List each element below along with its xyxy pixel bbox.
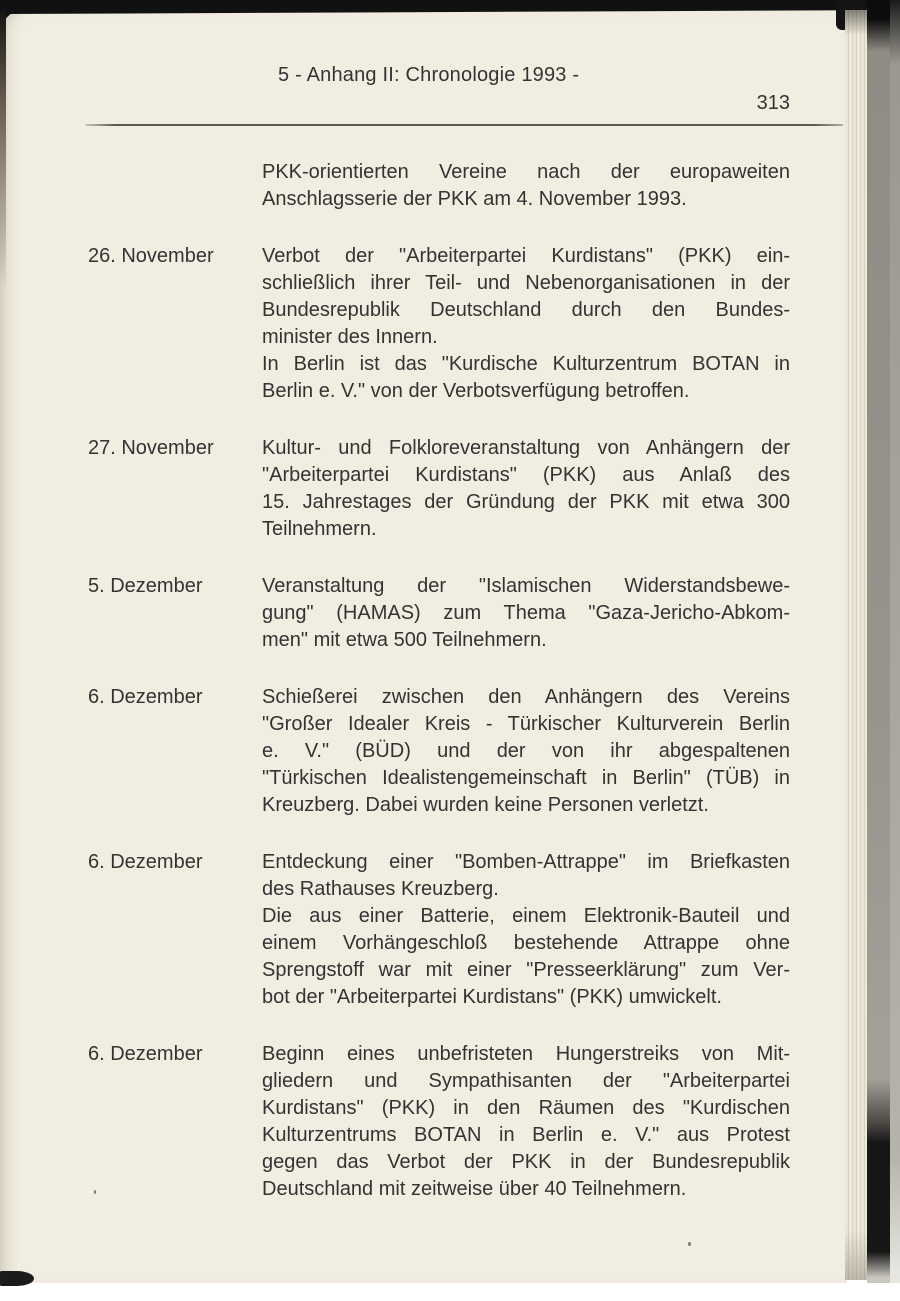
- text-line: Berlin e. V." von der Verbotsverfügung betroffen.: [262, 380, 690, 402]
- text-line: gliedern und Sympathisanten der "Arbeiterpartei: [262, 1070, 790, 1092]
- scan-speck: [688, 1242, 691, 1246]
- text-line: Veranstaltung der "Islamischen Widerstandsbewe-: [262, 575, 790, 597]
- book-page: [0, 9, 847, 1283]
- entry-text: [262, 684, 790, 819]
- text-line: men" mit etwa 500 Teilnehmern.: [262, 629, 547, 651]
- text-line: PKK-orientierten Vereine nach der europaweiten: [262, 161, 790, 183]
- text-line: Deutschland mit zeitweise über 40 Teilnehmern.: [262, 1178, 687, 1200]
- chronology-entry: [88, 573, 790, 654]
- entry-text: [262, 1041, 790, 1203]
- text-line: Kurdistans" (PKK) in den Räumen des "Kurdischen: [262, 1097, 790, 1119]
- text-line: gegen das Verbot der PKK in der Bundesrepublik: [262, 1151, 790, 1173]
- chronology-entry: [88, 849, 790, 1011]
- text-line: bot der "Arbeiterpartei Kurdistans" (PKK) umwickelt.: [262, 986, 722, 1008]
- chronology-entry: [88, 435, 790, 543]
- entry-text: [262, 849, 790, 1011]
- text-line: Verbot der "Arbeiterpartei Kurdistans" (PKK) ein-: [262, 245, 790, 267]
- text-line: "Arbeiterpartei Kurdistans" (PKK) aus Anlaß des: [262, 464, 790, 486]
- text-line: Kultur- und Folkloreveranstaltung von Anhängern der: [262, 437, 790, 459]
- text-line: Anschlagsserie der PKK am 4. November 1993.: [262, 188, 687, 210]
- text-line: minister des Innern.: [262, 326, 438, 348]
- text-line: Die aus einer Batterie, einem Elektronik-Bauteil und: [262, 905, 790, 927]
- chronology-entry: [88, 159, 790, 213]
- entry-text: [262, 243, 790, 405]
- entry-date: 6. Dezember: [88, 1043, 203, 1065]
- entry-text: [262, 573, 790, 654]
- entry-text: [262, 159, 790, 213]
- scan-speck: [94, 1190, 96, 1194]
- header-rule: [85, 124, 843, 126]
- text-line: 15. Jahrestages der Gründung der PKK mit etwa 300: [262, 491, 790, 513]
- book-page-stack-edge: [845, 10, 867, 1280]
- text-line: "Großer Idealer Kreis - Türkischer Kulturverein Berlin: [262, 713, 790, 735]
- page-number: 313: [756, 92, 790, 114]
- text-line: gung" (HAMAS) zum Thema "Gaza-Jericho-Abkom-: [262, 602, 790, 624]
- scan-right-shadow: [867, 0, 890, 1284]
- text-line: schließlich ihrer Teil- und Nebenorganisationen in der: [262, 272, 790, 294]
- chronology-entry: [88, 684, 790, 819]
- text-line: Schießerei zwischen den Anhängern des Vereins: [262, 686, 790, 708]
- entry-text: [262, 435, 790, 543]
- text-line: Kulturzentrums BOTAN in Berlin e. V." aus Protest: [262, 1124, 790, 1146]
- scan-bottom-left-mark: [0, 1271, 34, 1286]
- text-line: Beginn eines unbefristeten Hungerstreiks von Mit-: [262, 1043, 790, 1065]
- running-header: 5 - Anhang II: Chronologie 1993 -: [278, 64, 580, 86]
- scan-left-edge-shadow: [0, 9, 6, 289]
- text-line: "Türkischen Idealistengemeinschaft in Berlin" (TÜB) in: [262, 767, 790, 789]
- entry-date: 5. Dezember: [88, 575, 203, 597]
- entry-date: 26. November: [88, 245, 214, 267]
- text-line: einem Vorhängeschloß bestehende Attrappe ohne: [262, 932, 790, 954]
- text-line: Entdeckung einer "Bomben-Attrappe" im Briefkasten: [262, 851, 790, 873]
- text-line: e. V." (BÜD) und der von ihr abgespaltenen: [262, 740, 790, 762]
- entry-date: [88, 159, 262, 213]
- chronology-entry: [88, 243, 790, 405]
- text-line: Bundesrepublik Deutschland durch den Bundes-: [262, 299, 790, 321]
- text-line: des Rathauses Kreuzberg.: [262, 878, 499, 900]
- scan-bottom-margin: [0, 1283, 900, 1301]
- text-line: Teilnehmern.: [262, 518, 377, 540]
- entry-date: 27. November: [88, 437, 214, 459]
- chronology-entry: [88, 1041, 790, 1203]
- text-line: Sprengstoff war mit einer "Presseerklärung" zum Ver-: [262, 959, 790, 981]
- entry-date: 6. Dezember: [88, 686, 203, 708]
- entry-date: 6. Dezember: [88, 851, 203, 873]
- scan-right-sliver: [890, 0, 900, 1284]
- text-line: Kreuzberg. Dabei wurden keine Personen verletzt.: [262, 794, 709, 816]
- text-line: In Berlin ist das "Kurdische Kulturzentrum BOTAN in: [262, 353, 790, 375]
- chronology-list: [88, 159, 790, 1203]
